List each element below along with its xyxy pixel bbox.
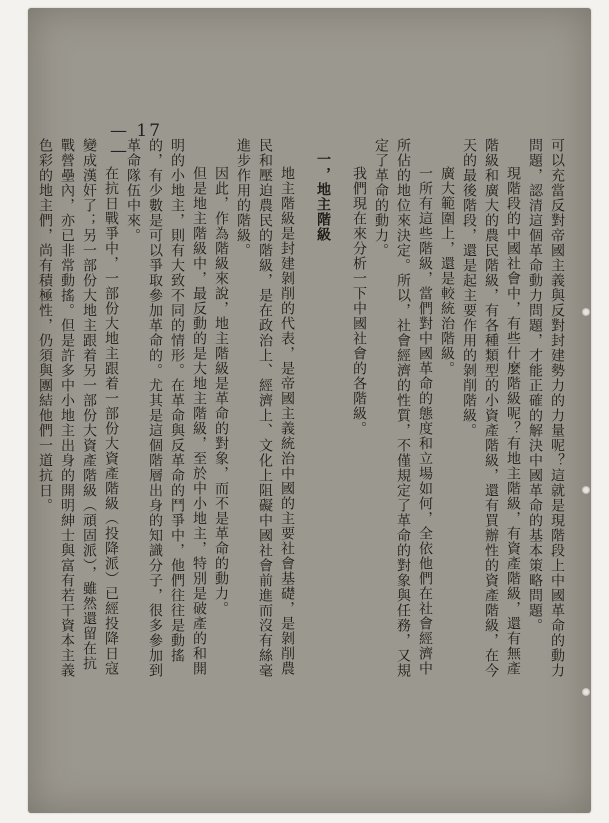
paragraph: 地主階級是封建剝削的代表，是帝國主義統治中國的主要社會基礎，是剝削農民和壓迫農民的階級，是在政治上、經濟上、文化上阻礙中國社會前進而沒有絲毫進步作用的階級。 xyxy=(235,138,295,678)
paragraph: 廣大範圍上，還是較統治階級。 xyxy=(439,166,455,376)
paragraph: 一所有這些階級，當們對中國革命的態度和立場如何，全依他們在社會經濟中所佔的地位來決定。所以，社會經濟的性質，不僅規定了革命的對象與任務，又規定了革命的動力。 xyxy=(373,138,433,678)
paragraph: 可以充當反對帝國主義與反對封建勢力的力量呢？這就是現階段上中國革命的動力問題，認清這個革命動力問題，才能正確的解決中國革命的基本策略問題。 xyxy=(527,138,565,678)
paragraph: 在抗日戰爭中，一部份大地主跟着一部份大資產階級（投降派）已經投降日寇變成漢奸了；另一部份大地主跟着另一部份大資產階級（頑固派），雖然還留在抗戰營壘內，亦已非常動搖。但是許多中小地主出身的開明紳士與富有若干資本主義色彩的地主們，尚有積極性，仍須與團結他們一道抗日。 xyxy=(37,138,119,678)
vertical-text-body xyxy=(37,138,568,678)
paragraph: 我們現在來分析一下中國社會的各階級。 xyxy=(351,166,367,436)
paragraph: 現階段的中國社會中，有些什麼階級呢？有地主階級，有資產階級，還有無產階級和廣大的農民階級，有各種類型的小資產階級，還有買辦性的資產階級，在今天的最後階段，還是起主要作用的剝削階級。 xyxy=(461,138,521,678)
section-heading: 一，地主階級 xyxy=(315,152,331,242)
punch-hole xyxy=(582,688,590,696)
paragraph: 但是地主階級中，最反動的是大地主階級，至於中小地主，特別是破產的和開明的小地主，則有大致不同的情形。在革命與反革命的鬥爭中，他們往往是動搖的，有少數是可以爭取參加革命的。尤其是這個階層出身的知識分子，很多參加到革命隊伍中來。 xyxy=(125,138,207,678)
book-page xyxy=(28,8,591,813)
page-number: — 17 — xyxy=(110,121,163,161)
punch-hole xyxy=(582,308,590,316)
paragraph: 因此，作為階級來說，地主階級是革命的對象，而不是革命的動力。 xyxy=(213,166,229,616)
punch-hole xyxy=(582,486,590,494)
